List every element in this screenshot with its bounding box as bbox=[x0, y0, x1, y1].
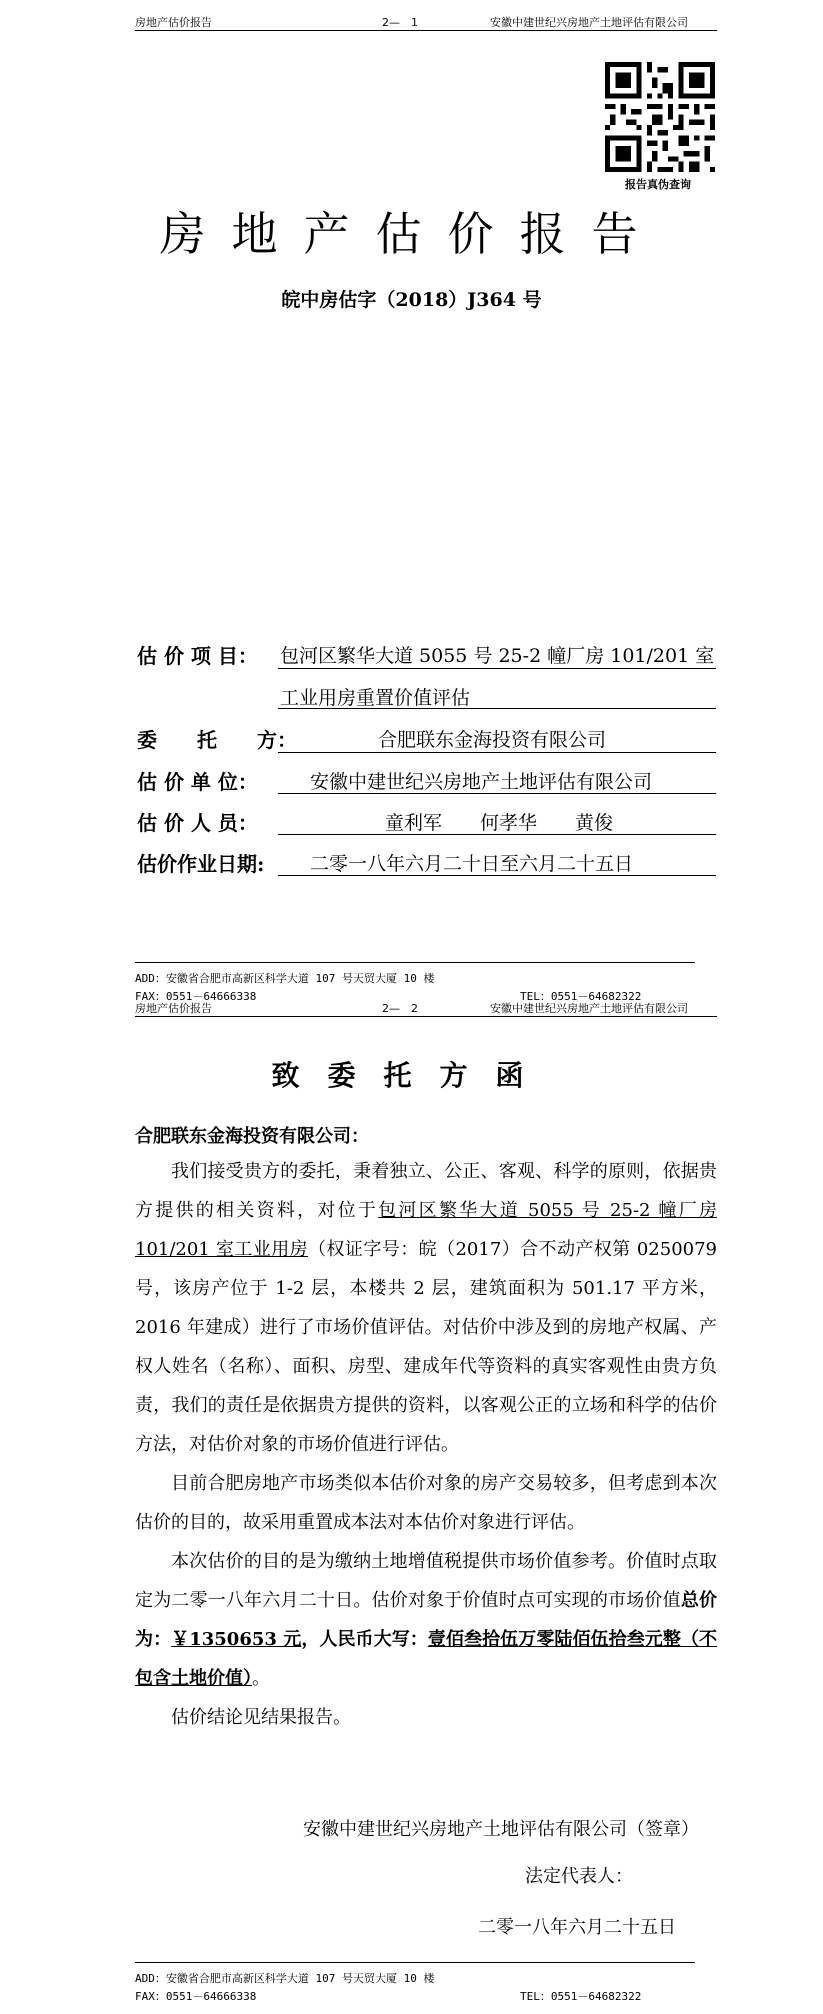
land-note: （不包含土地价值） bbox=[135, 1629, 718, 1689]
sign-representative: 法定代表人： bbox=[525, 1866, 633, 1887]
appraisers-underline bbox=[278, 834, 716, 835]
total-value: ￥1350653 元 bbox=[171, 1629, 302, 1650]
page2-footer-fax: FAX：0551－64666338 bbox=[135, 1990, 257, 2003]
sign-company: 安徽中建世纪兴房地产土地评估有限公司（签章） bbox=[303, 1819, 699, 1840]
total-label: 总价为： bbox=[135, 1590, 718, 1650]
appraiser-org-label: 估 价 单 位： bbox=[137, 770, 258, 794]
appraiser-org-value: 安徽中建世纪兴房地产土地评估有限公司 bbox=[310, 771, 653, 793]
page1-title: 房地产估价报告 bbox=[159, 207, 664, 261]
paragraph-4: 估价结论见结果报告。 bbox=[171, 1707, 351, 1728]
page1-footer-tel: TEL：0551－64682322 bbox=[520, 990, 642, 1003]
paragraph-2: 目前合肥房地产市场类似本估价对象的房产交易较多，但考虑到本次估价的目的，故采用重置成本法对本估价对象进行评估。 bbox=[135, 1473, 717, 1533]
letter-body bbox=[135, 1152, 717, 1737]
project-value-line2: 工业用房重置价值评估 bbox=[280, 687, 471, 709]
page2-footer-address: ADD：安徽省合肥市高新区科学大道 107 号天贸大厦 10 楼 bbox=[135, 1972, 435, 1985]
page1-header-rule bbox=[135, 30, 717, 31]
page2-footer-tel: TEL：0551－64682322 bbox=[520, 1990, 642, 2003]
client-value: 合肥联东金海投资有限公司 bbox=[378, 729, 607, 751]
rmb-value: 壹佰叁拾伍万零陆佰伍拾叁元整 bbox=[427, 1629, 681, 1650]
work-date-value: 二零一八年六月二十日至六月二十五日 bbox=[310, 853, 634, 875]
project-label: 估 价 项 目： bbox=[137, 644, 258, 668]
paragraph-1 bbox=[135, 1152, 717, 1464]
page1-header-right: 安徽中建世纪兴房地产土地评估有限公司 bbox=[490, 16, 688, 29]
rmb-label: ，人民币大写： bbox=[301, 1629, 428, 1650]
page2-header-right: 安徽中建世纪兴房地产土地评估有限公司 bbox=[490, 1002, 688, 1015]
project-underline-2 bbox=[278, 708, 716, 709]
project-underline bbox=[278, 668, 716, 669]
client-underline bbox=[278, 752, 716, 753]
addressee: 合肥联东金海投资有限公司： bbox=[135, 1126, 369, 1147]
page2-header-left: 房地产估价报告 bbox=[135, 1002, 212, 1015]
appraiser-org-underline bbox=[278, 793, 716, 794]
qr-code-icon bbox=[605, 62, 715, 172]
page2-title: 致委托方函 bbox=[271, 1059, 552, 1092]
page2-header-page: 2— 2 bbox=[382, 1002, 418, 1015]
p1-text-b: （权证字号：皖（2017）合不动产权第 0250079 号，该房产位于 1-2 层，本楼共 2 层，建筑面积为 501.17 平方米，2016 年建成）进行了市场价值评估。对估价中涉及到的房地产权属、产权人姓名（名称）、面积、房型、建成年代等资料的真实客观性由贵方负责，我们的责任是依据贵方提供的资料，以客观公正的立场和科学的估价方法，对估价对象的市场价值进行评估。 bbox=[135, 1239, 717, 1455]
qr-caption: 报告真伪查询 bbox=[625, 178, 691, 191]
p1-text-a: 我们接受贵方的委托，秉着独立、公正、客观、科学的原则，依据贵方提供的相关资料，对位于 bbox=[135, 1161, 717, 1221]
work-date-label: 估价作业日期: bbox=[137, 852, 265, 876]
page1-footer-rule bbox=[135, 962, 695, 963]
p3-text-a: 本次估价的目的是为缴纳土地增值税提供市场价值参考。价值时点取定为二零一八年六月二十日。估价对象于价值时点可实现的市场价值 bbox=[135, 1551, 717, 1611]
p3-end: 。 bbox=[252, 1668, 270, 1689]
appraisers-label: 估 价 人 员： bbox=[137, 811, 258, 835]
page1-header-left: 房地产估价报告 bbox=[135, 16, 212, 29]
page1-header-page: 2— 1 bbox=[382, 16, 418, 29]
page1-footer-fax: FAX：0551－64666338 bbox=[135, 990, 257, 1003]
doc-number: 皖中房估字（2018）J364 号 bbox=[281, 289, 542, 311]
p1-property-address: 包河区繁华大道 5055 号 25-2 幢厂房 101/201 室工业用房 bbox=[135, 1200, 717, 1260]
paragraph-3 bbox=[135, 1542, 717, 1698]
project-value: 包河区繁华大道 5055 号 25-2 幢厂房 101/201 室 bbox=[280, 645, 715, 667]
client-label: 委 托 方： bbox=[137, 728, 297, 752]
sign-date: 二零一八年六月二十五日 bbox=[478, 1917, 676, 1938]
page2-header-rule bbox=[135, 1016, 717, 1017]
appraisers-value: 童利军 何孝华 黄俊 bbox=[385, 812, 614, 834]
page2-footer-rule bbox=[135, 1962, 695, 1963]
work-date-underline bbox=[278, 875, 716, 876]
page1-footer-address: ADD：安徽省合肥市高新区科学大道 107 号天贸大厦 10 楼 bbox=[135, 972, 435, 985]
